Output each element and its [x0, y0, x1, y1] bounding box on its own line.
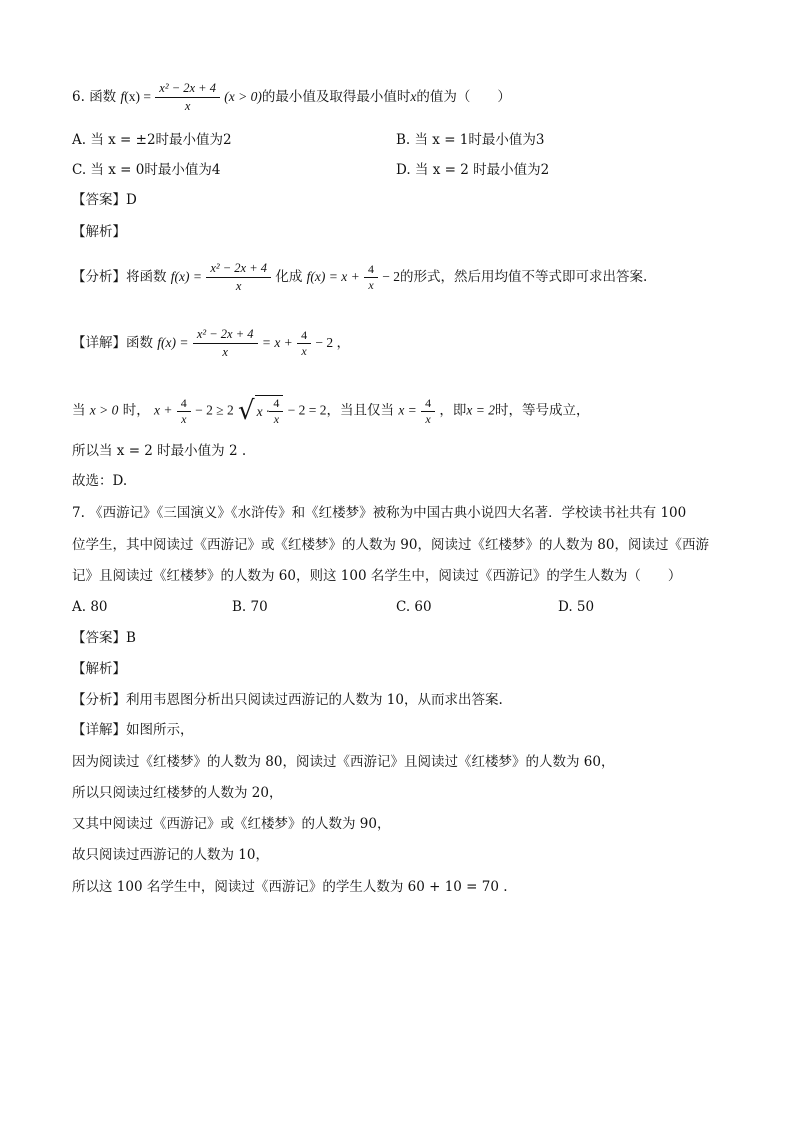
q6-detail-end: − 2 ，	[315, 335, 351, 350]
q7-fenxi: 【分析】利用韦恩图分析出只阅读过西游记的人数为 10，从而求出答案.	[72, 692, 503, 708]
q6-stem-suffix: 的最小值及取得最小值时	[261, 89, 411, 105]
q7-answer	[72, 628, 136, 648]
q6-fenxi-frac-num: 4	[368, 262, 374, 276]
q6-func-arg: (x) =	[124, 89, 151, 104]
q6-step-eq: − 2 = 2	[287, 402, 327, 418]
q6-answer	[72, 190, 137, 210]
q6-step-ge: − 2 ≥ 2	[195, 402, 234, 418]
q6-step-den-2: x	[269, 411, 283, 427]
q6-detail-func: f(x) =	[157, 335, 189, 350]
q7-step-2: 所以只阅读过红楼梦的人数为 20，	[72, 785, 283, 801]
q7-option-c: C. 60	[396, 599, 432, 615]
q6-fenxi-numerator: x² − 2x + 4	[210, 261, 268, 275]
q7-detail: 【详解】如图所示，	[72, 722, 194, 738]
q6-detail	[72, 326, 350, 361]
q6-number: 6.	[72, 89, 85, 105]
q7-option-b: B. 70	[232, 599, 268, 615]
q7-step-4: 故只阅读过西游记的人数为 10，	[72, 847, 269, 863]
q6-fraction	[157, 80, 218, 115]
q6-denominator: x	[155, 97, 220, 115]
q6-fenxi-minus2: − 2	[382, 269, 401, 284]
q6-answer-label: 【答案】	[72, 192, 126, 208]
q7-step-5: 所以这 100 名学生中，阅读过《西游记》的学生人数为 60 + 10 = 70 .	[72, 879, 508, 895]
q6-analysis-label: 【解析】	[72, 224, 126, 240]
q7-step-1: 因为阅读过《红楼梦》的人数为 80，阅读过《西游记》且阅读过《红楼梦》的人数为 60，	[72, 754, 615, 770]
q6-step-x3: x = 2	[466, 402, 495, 418]
q6-detail-label: 【详解】	[72, 335, 126, 351]
q6-step-text-2: 时，	[122, 402, 150, 419]
q6-stem	[72, 80, 511, 115]
q6-fenxi	[72, 260, 647, 295]
q6-step-text-4: ，即	[439, 402, 467, 419]
q6-step-text-1: 当	[72, 402, 86, 419]
q6-step-fraction-3	[423, 396, 433, 427]
q6-step-sqrt	[238, 395, 283, 427]
sqrt-sign-icon: √	[238, 396, 255, 426]
q7-step-3: 又其中阅读过《西游记》或《红楼梦》的人数为 90，	[72, 816, 391, 832]
q6-answer-value: D	[126, 192, 137, 208]
q6-option-d: D. 当 x = 2 时最小值为2	[396, 162, 550, 178]
q7-stem-line-1: 7. 《西游记》《三国演义》《水浒传》和《红楼梦》被称为中国古典小说四大名著．学校读书社共有 100	[72, 505, 687, 521]
q6-step-text-3: ，当且仅当	[326, 402, 395, 419]
q6-choose: 故选：D.	[72, 473, 128, 489]
q6-step-num-3: 4	[425, 395, 432, 410]
q6-stem-prefix: 函数	[89, 89, 117, 105]
q6-detail-fraction-2	[299, 328, 309, 359]
q6-step-den-3: x	[421, 411, 435, 427]
q6-step-den-1: x	[177, 411, 191, 427]
q6-var-x: x	[410, 89, 417, 104]
q6-fenxi-text-1: 将函数	[126, 269, 167, 285]
q7-answer-label: 【答案】	[72, 630, 126, 646]
q6-step-sqrt-x: x ·	[256, 403, 270, 419]
q6-detail-fraction	[195, 326, 256, 361]
q6-detail-numerator: x² − 2x + 4	[196, 327, 254, 341]
q7-stem-line-2: 位学生，其中阅读过《西游记》或《红楼梦》的人数为 90，阅读过《红楼梦》的人数为 80，阅读过《西游	[72, 537, 709, 553]
q7-option-d: D. 50	[558, 599, 595, 615]
q6-step-x: x +	[154, 402, 173, 418]
q6-step-cond: x > 0	[89, 402, 119, 418]
q6-step-sqrt-body	[255, 395, 284, 427]
q6-fenxi-label: 【分析】	[72, 269, 126, 285]
q6-fenxi-func-2: f(x) = x +	[306, 269, 360, 284]
q6-fenxi-frac-den: x	[364, 277, 378, 293]
q6-detail-denominator: x	[193, 343, 258, 361]
q6-step-x2: x =	[398, 402, 417, 418]
q6-detail-eq: = x +	[261, 335, 293, 350]
q6-detail-frac-den: x	[297, 343, 311, 359]
q6-detail-frac-num: 4	[301, 328, 308, 342]
q6-numerator: x² − 2x + 4	[159, 81, 216, 95]
q6-step	[72, 395, 590, 427]
q6-fenxi-text-3: 的形式，然后用均值不等式即可求出答案.	[400, 269, 648, 285]
q6-step-num-2: 4	[273, 396, 280, 410]
q6-option-c: C. 当 x = 0时最小值为4	[72, 162, 221, 178]
q6-fenxi-denominator: x	[206, 277, 271, 295]
q7-stem-line-3: 记》且阅读过《红楼梦》的人数为 60，则这 100 名学生中，阅读过《西游记》的学生人数为（ ）	[72, 568, 682, 584]
q6-fenxi-func: f(x) =	[170, 269, 203, 284]
q6-stem-end: 的值为（ ）	[416, 89, 511, 105]
q6-fenxi-fraction-2	[366, 262, 376, 293]
q6-option-a: A. 当 x = ±2时最小值为2	[72, 132, 232, 148]
q6-func: f	[120, 89, 125, 104]
q6-option-b: B. 当 x = 1时最小值为3	[396, 132, 545, 148]
q6-step-fraction-2	[271, 396, 281, 427]
q6-condition: (x > 0)	[224, 89, 262, 104]
q6-step-fraction-1	[179, 396, 189, 427]
q6-step-text-5: 时，等号成立，	[495, 402, 590, 419]
q6-detail-text-1: 函数	[126, 335, 153, 351]
q6-fenxi-fraction	[208, 260, 269, 295]
q7-analysis-label: 【解析】	[72, 661, 126, 677]
q6-step-num-1: 4	[180, 395, 187, 410]
q6-conclusion: 所以当 x = 2 时最小值为 2 .	[72, 443, 247, 459]
q7-option-a: A. 80	[72, 599, 108, 615]
q6-fenxi-text-2: 化成	[275, 269, 303, 285]
q7-answer-value: B	[126, 630, 136, 646]
